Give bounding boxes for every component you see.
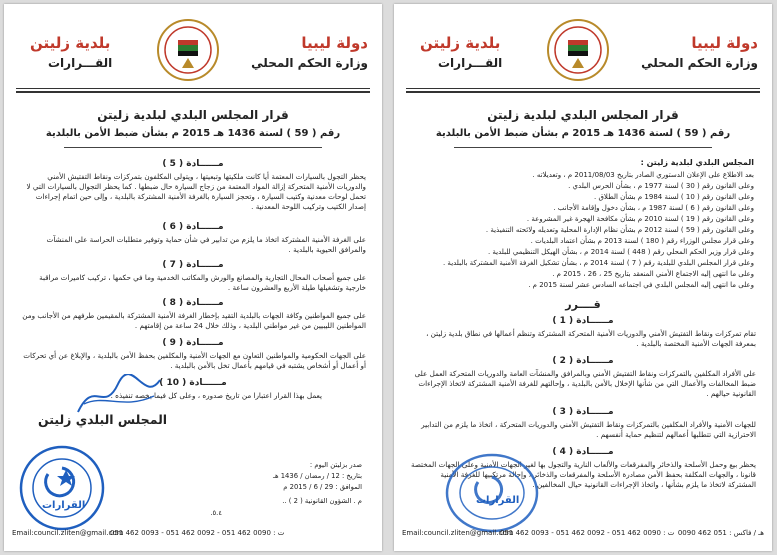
article-text: للجهات الأمنية والأفراد المكلفين بالتمركزات ونقاط التفتيش الأمني والدوريات المتحركة ، اتخاذ ما يلزم من التدابير الاحترازية التي تتطلبها أعمالهم لتنظيم حماية أنفسهم . bbox=[421, 420, 756, 439]
article-text: على الأفراد المكلفين بالتمركزات ونقاط التفتيش الأمني وبالمرافق والمنشآت العامة والدوريات المتحركة العمل على ضبط المخالفات والأعمال التي من شأنها الإخلال بالأمن بالبلدية ، وإحالتهم للغرفة الأمنية المشتركة لاتخاذ الإجراءات القانونية حيالهم . bbox=[414, 369, 756, 398]
ref-mark: ٥.٤. bbox=[210, 509, 222, 517]
article-text: يحظر التجول بالسيارات المعتمة أيا كانت ملكيتها وتبعيتها ، ويتولى المكلفون بتمركزات ونقاط التفتيش الأمني والدوريات الأمنية المتحركة إزالة المواد المعتمة من زجاج السيارة حال ضبطها . كما يحظر التجوال بالسيارات التي لا تحمل لوحات معدنية وكتيب السيارة ، وتحجز السيارة بالغرفة الأمنية المشتركة بالبلدية ، وإلى حين اتمام إجراءات إصدار الكتيب وتركيب اللوحة المعدنية . bbox=[26, 172, 366, 211]
article-label: مــــــادة ( 6 ) bbox=[162, 222, 224, 232]
article-text: على جميع المواطنين وكافة الجهات بالبلدية التقيد بإخطار الغرفة الأمنية المشتركة بالمقيمين طرفهم من الأجانب ومن المواطنين الليبيين من غير مواطني البلدية ، وذلك خلال 24 ساعة من إقامتهم . bbox=[22, 311, 366, 330]
council-line: المجلس البلدي لبلدية زليتن : bbox=[640, 158, 754, 167]
official-stamp-icon bbox=[18, 444, 106, 532]
stamp-label: القرارات bbox=[476, 495, 520, 506]
letterhead-section: القـــرارات bbox=[48, 56, 113, 70]
decree-subject: رقم ( 59 ) لسنة 1436 هـ 2015 م بشأن ضبط الأمن بالبلدية bbox=[45, 128, 341, 139]
decree-subject: رقم ( 59 ) لسنة 1436 هـ 2015 م بشأن ضبط الأمن بالبلدية bbox=[435, 128, 731, 139]
letterhead-municipality: بلدية زليتن bbox=[30, 34, 111, 52]
signature-title: المجلس البلدي زليتن bbox=[38, 412, 168, 427]
recital-line: وعلى القانون رقم ( 10 ) لسنة 1984 م بشأن الطلاق . bbox=[594, 193, 754, 201]
official-stamp-icon bbox=[444, 452, 540, 534]
article-text: يعمل بهذا القرار اعتبارا من تاريخ صدوره ، وعلى كل فيما يخصه تنفيذه . bbox=[110, 391, 322, 400]
footer-phone: 051 462 0093 - 051 462 0092 - 051 462 0090 : ت bbox=[110, 529, 285, 537]
recital-line: وعلى ما انتهى إليه الاجتماع الأمني المنعقد بتاريخ 25 ، 26 ، 2015 م . bbox=[552, 270, 754, 278]
issued-line: صدر بزليتن اليوم : bbox=[309, 461, 362, 469]
legal-division: م . الشؤون القانونية ( 2 ) .. bbox=[282, 497, 362, 505]
article-label: مــــــادة ( 9 ) bbox=[162, 338, 224, 348]
letterhead-ministry: وزارة الحكم المحلي bbox=[641, 56, 758, 70]
article-label: مــــــادة ( 7 ) bbox=[162, 260, 224, 270]
recital-line: وعلى قرار المجلس البلدي للبلدية رقم ( 7 ) لسنة 2014 م ، بشأن تشكيل الغرفة الأمنية المشتركة بالبلدية . bbox=[442, 259, 754, 267]
footer-email: Email:council.zliten@gmail.com bbox=[402, 529, 514, 537]
footer-fax: هـ / فاكس : 051 462 0090 bbox=[677, 529, 764, 537]
letter-footer bbox=[402, 529, 764, 541]
decree-heading: قرار المجلس البلدي لبلدية زليتن bbox=[487, 108, 679, 122]
article-text: على جميع أصحاب المحال التجارية والمصانع والورش والمكاتب الخدمية وما في حكمها ، تركيب كاميرات مراقبة خارجية وتشغيلها طيلة الأربع والعشرون ساعة . bbox=[39, 273, 366, 292]
footer-phone: 051 462 0093 - 051 462 0092 - 051 462 0090 : ت bbox=[500, 529, 675, 537]
municipality-emblem-icon bbox=[156, 18, 220, 82]
article-label: مــــــادة ( 4 ) bbox=[552, 447, 614, 457]
decree-page-2 bbox=[4, 4, 382, 551]
gregorian-date: الموافق : 29 / 6 / 2015 م bbox=[283, 483, 362, 491]
recital-line: وعلى القانون رقم ( 59 ) لسنة 2012 م بشأن نظام الإدارة المحلية وتعديله ولائحته التنفيذية . bbox=[485, 226, 754, 234]
recital-line: وعلى القانون رقم ( 6 ) لسنة 1987 م ، بشأن دخول وإقامة الأجانب . bbox=[553, 204, 754, 212]
recital-line: وعلى القانون رقم ( 30 ) لسنة 1977 م ، بشأن الحرس البلدي . bbox=[568, 182, 754, 190]
article-text: تقام تمركزات ونقاط التفتيش الأمني والدوريات الأمنية المتحركة المشتركة وتنظم أعمالها في نطاق بلدية زليتن ، بمعرفة الجهات الأمنية المختصة بالبلدية . bbox=[426, 329, 756, 348]
article-label: مــــــادة ( 10 ) bbox=[159, 378, 227, 388]
footer-email: Email:council.zliten@gmail.com bbox=[12, 529, 124, 537]
article-text: على الجهات الحكومية والمواطنين التعاون مع الجهات الأمنية والمكلفين بحفظ الأمن بالبلدية ، والإبلاغ عن أي تحركات أو أعمال أو أشخاص يشتبه في قيامهم بأعمال تخل بالأمن بالبلدية . bbox=[23, 351, 366, 370]
stamp-label: القرارات bbox=[42, 500, 86, 511]
article-text: على الغرفة الأمنية المشتركة اتخاذ ما يلزم من تدابير في شأن حماية وتوفير متطلبات الحراسة على المنشآت والمرافق الحيوية بالبلدية . bbox=[46, 235, 366, 254]
recital-line: بعد الاطلاع على الإعلان الدستوري الصادر بتاريخ 2011/08/03 م ، وتعديلاته . bbox=[532, 171, 754, 179]
decided-heading: قــــرر bbox=[565, 298, 601, 311]
article-label: مــــــادة ( 8 ) bbox=[162, 298, 224, 308]
letterhead-state: دولة ليبيا bbox=[691, 34, 758, 52]
hijri-date: بتاريخ : 12 / رمضان / 1436 هـ bbox=[272, 472, 362, 480]
recital-line: وعلى قرار مجلس الوزراء رقم ( 180 ) لسنة 2013 م بشأن اعتماد البلديات . bbox=[530, 237, 754, 245]
municipality-emblem-icon bbox=[546, 18, 610, 82]
decree-page-1 bbox=[394, 4, 772, 551]
letterhead-section: القـــرارات bbox=[438, 56, 503, 70]
article-label: مــــــادة ( 5 ) bbox=[162, 159, 224, 169]
letterhead-municipality: بلدية زليتن bbox=[420, 34, 501, 52]
letterhead-state: دولة ليبيا bbox=[301, 34, 368, 52]
recital-line: وعلى القانون رقم ( 19 ) لسنة 2010 م بشأن مكافحة الهجرة غير المشروعة . bbox=[526, 215, 754, 223]
letter-footer bbox=[12, 529, 374, 541]
letterhead-ministry: وزارة الحكم المحلي bbox=[251, 56, 368, 70]
article-label: مــــــادة ( 1 ) bbox=[552, 316, 614, 326]
recital-line: وعلى قرار وزير الحكم المحلي رقم ( 448 ) لسنة 2014 م ، بشأن الهيكل التنظيمي للبلدية . bbox=[487, 248, 754, 256]
article-label: مــــــادة ( 3 ) bbox=[552, 407, 614, 417]
article-text: يحظر بيع وحمل الأسلحة والذخائر والمفرقعات والألعاب النارية والتجول بها لغير الجهات الأمنية وعلى الجهات المختصة قانونا ، والجهات المكلفة بحفظ الأمن مصادرة الأسلحة والمفرقعات والذخائر ، وإحالة مرتكبيها للغرفة الأمنية المشتركة لاتخاذ ما يلزم بشأنها ، واتخاذ الإجراءات القانونية حيال المخالفين . bbox=[410, 460, 756, 489]
decree-heading: قرار المجلس البلدي لبلدية زليتن bbox=[97, 108, 289, 122]
recital-line: وعلى ما انتهى إليه المجلس البلدي في اجتماعه السادس عشر لسنة 2015 م . bbox=[528, 281, 754, 289]
article-label: مــــــادة ( 2 ) bbox=[552, 356, 614, 366]
